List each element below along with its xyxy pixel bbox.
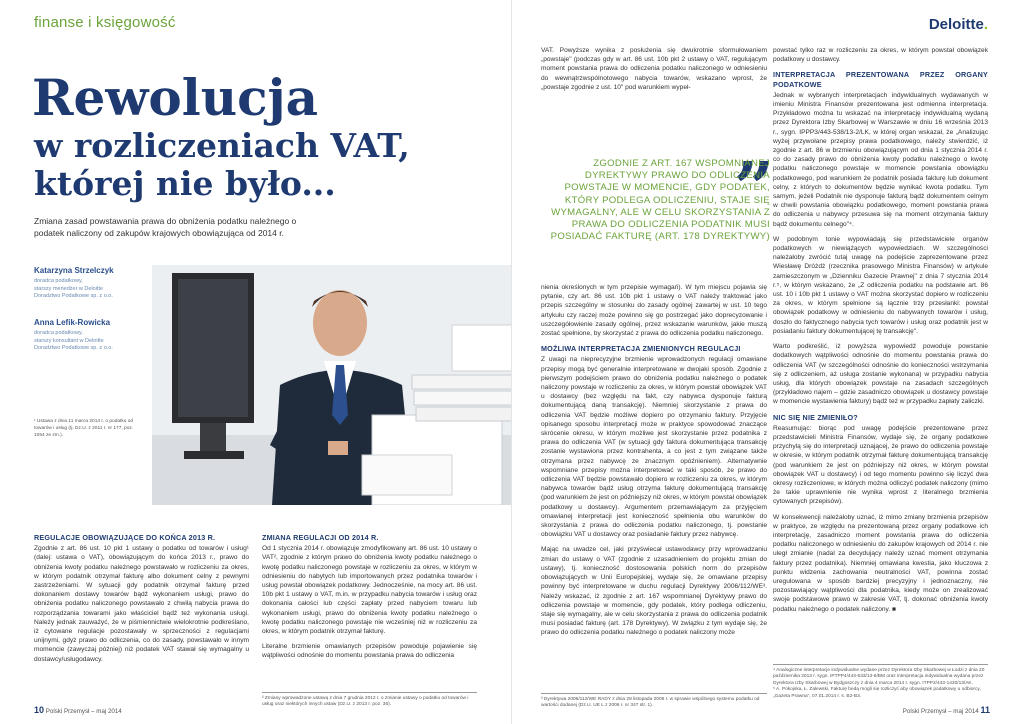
author-block [34, 318, 144, 353]
author-role-line: starszy menedżer w Deloitte [34, 285, 104, 292]
folio-right [903, 705, 990, 715]
article-lead: Zmiana zasad powstawania prawa do obniżenia podatku należnego o podatek naliczony od zakupów krajowych obowiązująca od 2014 r. [34, 216, 297, 238]
pull-quote: ZGODNIE Z ART. 167 WSPOMNIANEJ DYREKTYWY PRAWO DO ODLICZENIA POWSTAJE W MOMENCIE, GDY PODATEK, KTÓRY PODLEGA ODLICZENIU, STAJE SIĘ WYMAGALNY, ALE W CELU SKORZYSTANIA Z PRAWA DO ODLICZENIA PODATNIK MUSI POSIADAĆ FAKTURĘ (ART. 178 DYREKTYWY) [550, 158, 770, 243]
body-text: Warto podkreślić, iż powyższa wypowiedź powoduje powstanie dodatkowych wątpliwości odnośnie do momentu powstania prawa do odliczenia VAT (w szczególności odnośnie do konieczności wstrzymania się z odliczeniem, aż usługa zostanie wykonana) w przypadku nabycia usług, dla których obowiązek powstaje na zasadach szczególnych (przykładowo najem – gdzie zasadniczo obowiązek u dostawcy powstaje w momencie wystawienia faktury) bądź też w przypadku zapłaty zaliczki. [773, 343, 988, 406]
author-role-line: Doradztwo Podatkowe sp. z o.o. [34, 293, 113, 299]
column-1 [34, 533, 249, 670]
body-text: W podobnym tonie wypowiadają się przedstawiciele organów podatkowych w niewiążących wypowiedziach. W szczególności należałoby zwrócić tutaj uwagę na podejście zaprezentowane przez Wiesławę Dróżdż (rzecznika prasowego Ministra Finansów) w artykule zamieszczonym w „Dzienniku Gazecie Prawnej" z dnia 7 stycznia 2014 r.⁵, w którym wskazano, że „Z odliczenia podatku na podstawie art. 86 ust. 10 i 10b pkt 1 ustawy o VAT można skorzystać dopiero w rozliczeniu za okres, w którym spełnione są łącznie trzy przesłanki: powstał obowiązek podatkowy w odniesieniu do nabywanych towarów i usług, doszło do faktycznego nabycia tych towarów i usług oraz podatnik jest w posiadaniu faktury dokumentującej tę transakcję". [773, 235, 988, 335]
author-role [34, 330, 144, 353]
body-text: nienia określonych w tym przepisie wymagań). W tym miejscu pojawia się pytanie, czy art. 86 ust. 10b pkt 1 ustawy o VAT należy traktować jako przepis szczególny w stosunku do zasady ogólnej zawartej w ust. 10 tego artykułu czy raczej może powinno się go postrzegać jako doprecyzowanie i uszczegółowienie zasady ogólnej, przez wskazanie warunków, jakie muszą zostać spełnione, by skorzystać z prawa do odliczenia podatku naliczonego. [541, 284, 767, 338]
body-text: Reasumując: biorąc pod uwagę podejście prezentowane przez przedstawicieli Ministra Finansów, wydaje się, że organy podatkowe przychylą się do interpretacji uznającej, że prawo do odliczenia powstaje w okresie, w którym podatnik otrzymał fakturę dokumentującą transakcję (pod warunkiem że jest on późniejszy niż okres, w którym powstał obowiązek VAT u dostawcy) i od tego momentu powinno się liczyć dwa okresy rozliczeniowe, w których można odliczyć podatek naliczony (mimo że takie uprawnienie nie wynika wprost z literalnego brzmienia cytowanych przepisów). [773, 424, 988, 506]
body-text: powstać tylko raz w rozliczeniu za okres, w którym powstał obowiązek podatkowy u dostawcy. [773, 47, 988, 64]
footnote-3: ³ Dyrektywa 2006/112/WE RADY z dnia 28 listopada 2006 r. w sprawie wspólnego systemu podatku od wartości dodanej (Dz.U. UE L z 2006 r. nr 347 str. 1). [541, 693, 767, 710]
subhead-tax-authority-interpretation: INTERPRETACJA PREZENTOWANA PRZEZ ORGANY PODATKOWE [773, 70, 988, 89]
column-4 [773, 46, 988, 620]
article-title-line3: której nie było... [34, 164, 336, 203]
body-text: VAT. Powyższe wynika z posłużenia się dwukrotnie sformułowaniem „powstaje" (podczas gdy w art. 86 ust. 10b pkt 2 ustawy o VAT, regulującym moment powstania prawa do odliczenia podatku naliczonego w odniesieniu do wewnątrzwspólnotowego nabycia towarów, wskazano wprost, że „powstaje zgodnie z ust. 10" pod warunkiem wypeł- [541, 47, 767, 91]
quote-mark-icon: „ [735, 106, 776, 189]
brand-name: Deloitte [928, 16, 984, 33]
issue-label: Polski Przemysł – maj 2014 [45, 708, 122, 715]
author-role [34, 278, 144, 301]
page-number: 10 [34, 705, 45, 715]
subhead-possible-interpretation: MOŻLIWA INTERPRETACJA ZMIENIONYCH REGULACJI [541, 344, 741, 354]
page-number: 11 [980, 705, 990, 715]
column-3 [541, 283, 767, 644]
photo-illustration [152, 265, 512, 505]
author-role-line: Doradztwo Podatkowe sp. z o.o. [34, 345, 113, 351]
author-name: Anna Lefik-Rowicka [34, 318, 111, 327]
author-name: Katarzyna Strzelczyk [34, 266, 114, 275]
article-title-line2: w rozliczeniach VAT, [34, 126, 410, 165]
body-text: Literalne brzmienie omawianych przepisów powoduje pojawienie się wątpliwości odnośnie do momentu powstania prawa do odliczenia [262, 643, 477, 660]
page-gutter [511, 0, 512, 724]
body-text: Mając na uwadze cel, jaki przyświecał ustawodawcy przy wprowadzaniu zmian do ustawy o VAT (zgodnie z uzasadnieniem do projektu zmian do ustawy), tj. konieczność dostosowania polskich norm do przepisów obowiązujących w Unii Europejskiej, wydaje się, że omawiane przepisy powinny być interpretowane w duchu regulacji Dyrektywy 2006/112/WE³. Należy wskazać, iż zgodnie z art. 167 wspomnianej Dyrektywy prawo do odliczenia powstaje w momencie, gdy podatek, który podlega odliczeniu, staje się wymagalny, ale w celu skorzystania z prawa do odliczenia podatnik musi posiadać fakturę (art. 178 Dyrektywy). W związku z tym wydaje się, że prawo do odliczenia podatku należnego o podatek naliczony może [541, 546, 767, 637]
column-3-top [541, 46, 767, 98]
body-text: Z uwagi na nieprecyzyjne brzmienie wprowadzonych regulacji omawiane przepisy mogą być generalnie interpretowane w dwojaki sposób. Zgodnie z pierwszym podejściem prawo do obniżenia podatku należnego o podatek naliczony powstaje w rozliczeniu za okres, w którym powstał obowiązek VAT u dostawcy (bez względu na fakt, czy nabywca dysponuje fakturą dokumentującą daną transakcję). Niemniej skorzystanie z prawa do odliczenia VAT będzie możliwe dopiero po otrzymaniu faktury. Przyjęcie opisanego sposobu interpretacji może w praktyce spowodować znaczące skrócenie okresu, w którym możliwe jest skorzystanie przez podatnika z prawa do odliczenia VAT (w sytuacji gdy faktura dokumentująca transakcję zostanie wystawiona przez kontrahenta, a co jest z tym związane także otrzymana przez nabywcę ze znacznym opóźnieniem). Alternatywnie wspomniane przepisy można interpretować w taki sposób, że prawo do odliczenia VAT będzie powstawało dopiero w rozliczeniu za okres, w którym nabywca towarów bądź usług otrzyma fakturę dokumentującą transakcję (pod warunkiem że jest on późniejszy niż okres, w którym powstał obowiązek podatkowy u dostawcy). Argumentem przemawiającym za przyjęciem omawianej interpretacji jest konieczność spełnienia obu warunków do skorzystania z prawa do odliczenia podatku naliczonego, tj. powstanie obowiązku VAT u dostawcy oraz posiadanie faktury przez nabywcę. [541, 356, 767, 539]
section-label: finanse i księgowość [34, 14, 176, 31]
folio-left [34, 705, 122, 715]
author-role-line: doradca podatkowy, [34, 330, 83, 336]
businessman-at-desk-photo [152, 265, 512, 505]
footnote-4-5: ⁴ Analogiczne interpretacje indywidualne wydane przez Dyrektora Izby Skarbowej w Łodzi z dnia 20 października 2013 r. sygn. IPTPP4/443-533/13-6/BM oraz interpretacja indywidualna wydana przez Dyrektora Izby Skarbowej w Bydgoszczy z dnia 4 marca 2014 r. sygn. ITPP2/443-1430/13/AK. ⁵ A. Pokojska, Ł. Zalewski, Fakturę bedą mogli się rozliczyć aby obowiązek podatkowy u odbiorcy, „Gazeta Prawna", 07.01.2014 r. s. B2-B3. [773, 664, 988, 700]
footnote-1: ¹ Ustawa z dnia 11 marca 2014 r. o podatku od towarów i usług (tj. Dz.U. z 2011 r. nr 177, poz. 1054 ze zm.). [34, 419, 134, 438]
body-text: Od 1 stycznia 2014 r. obowiązuje zmodyfikowany art. 86 ust. 10 ustawy o VAT², zgodnie z którym prawo do obniżenia kwoty podatku należnego o kwotę podatku naliczonego powstaje w rozliczeniu za okres, w którym w odniesieniu do nabytych lub importowanych przez podatnika towarów i usług powstał obowiązek podatkowy. Jednocześnie, na mocy art. 86 ust. 10b pkt 1 ustawy o VAT, m.in. w przypadku nabycia towarów i usług oraz dokonania całości lub części zapłaty przed nabyciem towaru lub wykonaniem usługi, prawo do obniżenia kwoty podatku należnego o kwotę podatku naliczonego powstaje nie wcześniej niż w rozliczeniu za okres, w którym podatnik otrzymał fakturę. [262, 545, 477, 636]
body-text: W konsekwencji należałoby uznać, iż mimo zmiany brzmienia przepisów w praktyce, ze względu na prezentowaną przez organy podatkowe ich interpretację, zasadniczo moment powstania prawa do odliczenia podatku naliczonego w odniesieniu do zakupów krajowych od 2014 r. nie uległ zmianie (nadal za decydujący należy uznać moment otrzymania faktury przez podatnika). Niemniej omawiana kwestia, jako kluczowa z punktu widzenia zachowania neutralności VAT, powinna zostać uregulowana w sposób bardziej precyzyjny i jednoznaczny, nie pozostawiający wątpliwości dla podatnika, kiedy może on zrealizować swoje podstawowe prawo w zakresie VAT, tj. dokonać obniżenia kwoty podatku należnego o podatek naliczony. ■ [773, 513, 988, 613]
brand-dot: . [983, 16, 988, 33]
author-role-line: starszy konsultant w Deloitte [34, 337, 104, 344]
subhead-nothing-changed: NIC SIĘ NIE ZMIENIŁO? [773, 412, 858, 422]
body-text: Jednak w wybranych interpretacjach indywidualnych wydawanych w imieniu Ministra Finansów prezentowana jest odmienna interpretacja. Przykładowo można tu wskazać na interpretację indywidualną wydaną przez Dyrektora Izby Skarbowej w Warszawie w dniu 16 września 2013 r., sygn. IPPP3/443-538/13-2/LK, w której organ wskazał, że „Analizując wyżej przywołane przepisy prawa podatkowego, należy stwierdzić, iż zgodnie z art. 86 w brzmieniu obowiązującym od dnia 1 stycznia 2014 r. co do zasady prawo do obniżenia kwoty podatku należnego o kwotę podatku naliczonego powstaje w momencie powstania obowiązku podatkowego, pod warunkiem że podatnik posiada fakturę lub dokument celny, z których to dokumentów będzie wynikać kwota podatku. Tym samym, jeżeli Podatnik nie dysponuje fakturą bądź dokumentem celnym w chwili powstania obowiązku podatkowego, moment powstania prawa do odliczenia u nabywcy przesuwa się na moment otrzymania faktury bądź dokumentu celnego"⁴. [773, 91, 988, 228]
author-role-line: doradca podatkowy, [34, 278, 83, 284]
footnote-2: ² Zmiany wprowadzone ustawą z dnia 7 grudnia 2012 r. o zmianie ustawy o podatku od towarów i usług oraz niektórych innych ustaw (Dz.U. z 2013 r. poz. 35). [262, 692, 477, 709]
author-block [34, 266, 144, 301]
subhead-changes-from-2014: ZMIANA REGULACJI OD 2014 R. [262, 533, 379, 542]
column-2 [262, 533, 477, 667]
deloitte-logo [929, 16, 988, 33]
issue-label: Polski Przemysł – maj 2014 [902, 708, 979, 715]
subhead-regulations-until-2013: REGULACJE OBOWIĄZUJĄCE DO KOŃCA 2013 R. [34, 533, 216, 542]
article-title-line1: Rewolucja [32, 68, 319, 127]
body-text: Zgodnie z art. 86 ust. 10 pkt 1 ustawy o podatku od towarów i usług¹ (dalej: ustawa o VAT), obowiązującym do końca 2013 r., prawo do obniżenia kwoty podatku należnego powstawało w rozliczeniu za okres, w którym podatnik otrzymał fakturę albo dokument celny z pewnymi zastrzeżeniami. W sytuacji gdy podatnik otrzymał fakturę przed dokonaniem dostawy towarów bądź wykonaniem usługi, prawo do obniżenia podatku naliczonego powstawało z chwilą nabycia prawa do rozporządzania towarami jako właściciel bądź też wykonania usługi. Należy jednak zauważyć, że w piśmiennictwie wielokrotnie podkreślano, iż cytowane regulacje pozostawały w sprzeczności z regulacjami unijnymi, gdyż prawo do odliczenia, co do zasady, powstawało w innym momencie (zawyczaj później) niż podatek VAT stawał się wymagalny u dostawcy/usługodawcy. [34, 545, 249, 663]
